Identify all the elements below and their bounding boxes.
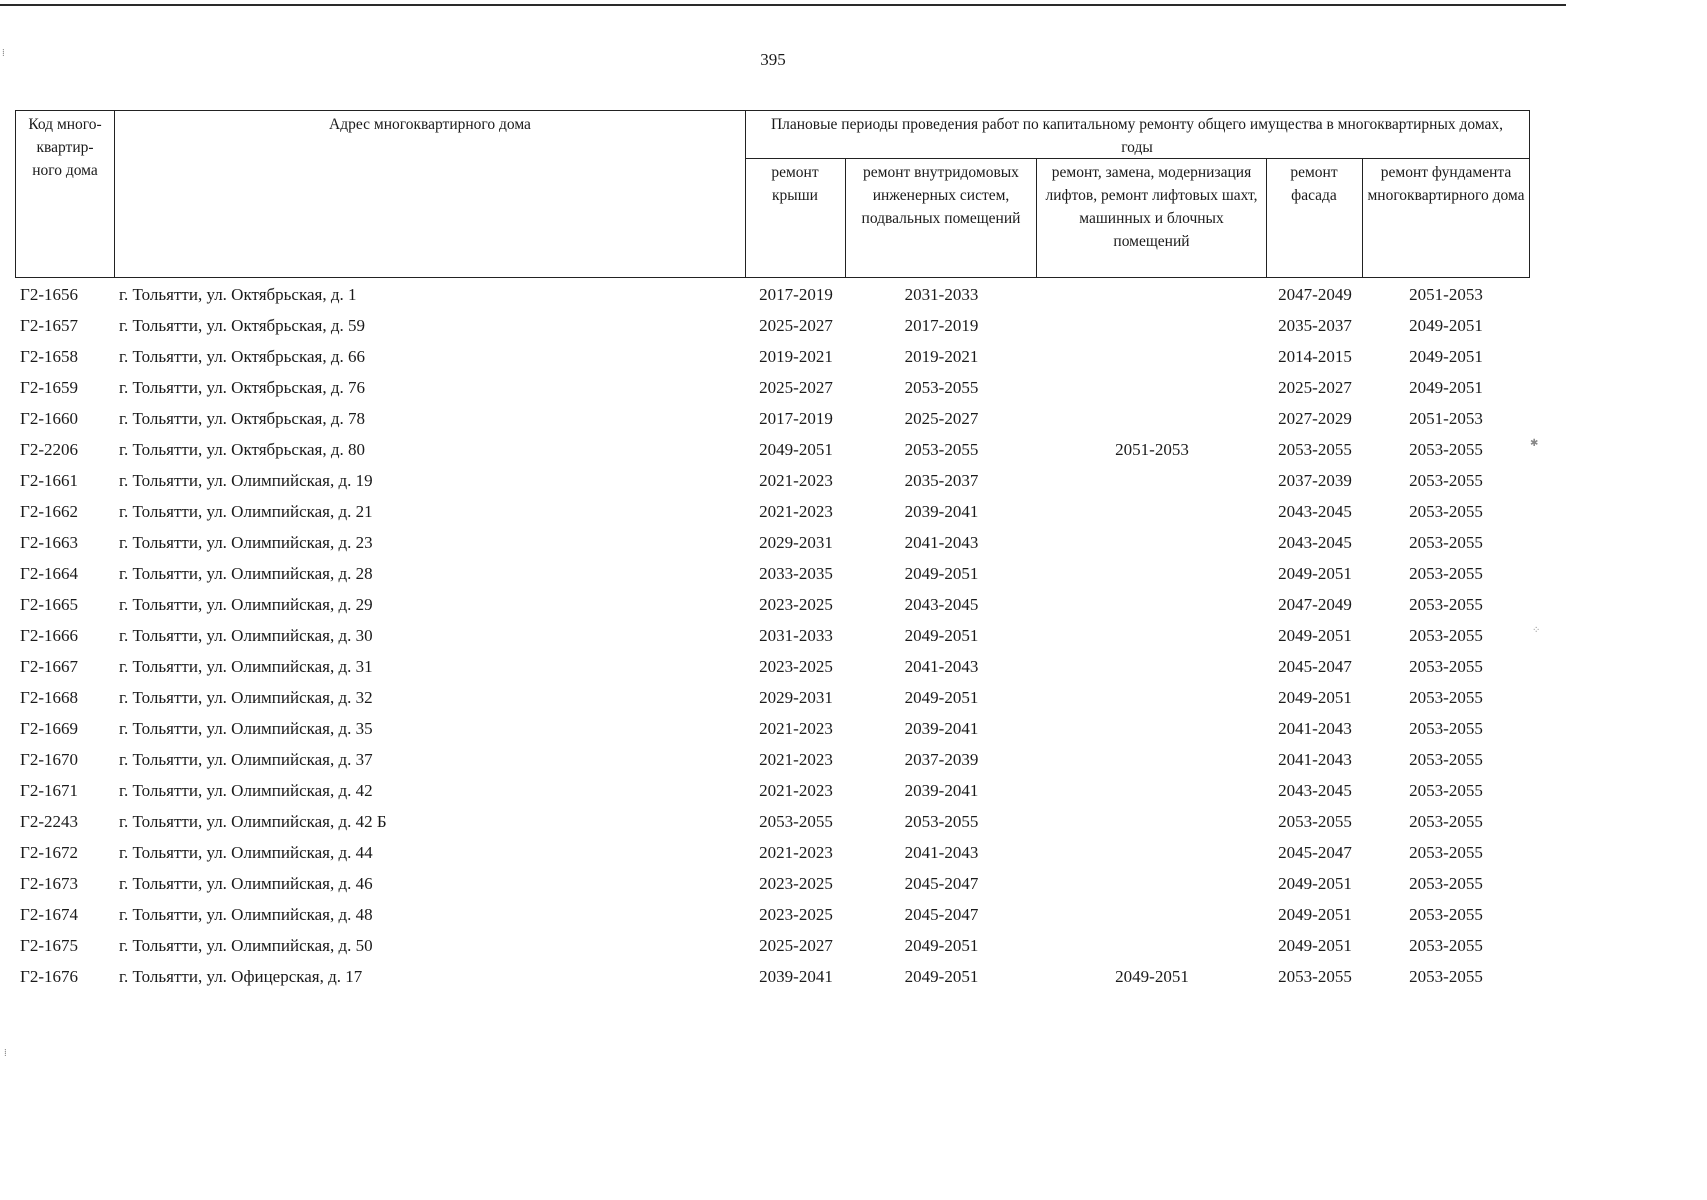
table-row	[15, 465, 1529, 496]
cell-lifts	[1037, 372, 1267, 403]
cell-address: г. Тольятти, ул. Октябрьская, д. 78	[119, 408, 365, 428]
cell-systems: 2049-2051	[904, 625, 979, 645]
cell-roof: 2017-2019	[759, 408, 833, 428]
cell-roof: 2021-2023	[759, 718, 833, 738]
cell-facade: 2041-2043	[1278, 718, 1352, 738]
cell-foundation: 2053-2055	[1409, 966, 1483, 986]
cell-roof: 2049-2051	[759, 439, 833, 459]
cell-address: г. Тольятти, ул. Олимпийская, д. 19	[119, 470, 373, 490]
cell-facade: 2053-2055	[1278, 966, 1352, 986]
cell-facade: 2025-2027	[1278, 377, 1352, 397]
cell-roof: 2023-2025	[759, 656, 833, 676]
cell-code: Г2-1664	[20, 563, 78, 583]
cell-address: г. Тольятти, ул. Олимпийская, д. 35	[119, 718, 373, 738]
cell-code: Г2-1657	[20, 315, 78, 335]
table-row	[15, 434, 1529, 465]
cell-code: Г2-1673	[20, 873, 78, 893]
cell-systems: 2041-2043	[904, 656, 979, 676]
cell-systems: 2049-2051	[904, 935, 979, 955]
header-divider	[745, 110, 746, 278]
table-row	[15, 930, 1529, 961]
table-row	[15, 589, 1529, 620]
cell-roof: 2029-2031	[759, 532, 833, 552]
cell-code: Г2-1663	[20, 532, 78, 552]
cell-foundation: 2053-2055	[1409, 935, 1483, 955]
cell-address: г. Тольятти, ул. Олимпийская, д. 32	[119, 687, 373, 707]
table-row	[15, 558, 1529, 589]
cell-foundation: 2053-2055	[1409, 873, 1483, 893]
cell-systems: 2037-2039	[904, 749, 979, 769]
cell-facade: 2047-2049	[1278, 284, 1352, 304]
header-facade: ремонт фасада	[1290, 164, 1338, 204]
cell-lifts	[1037, 806, 1267, 837]
cell-foundation: 2053-2055	[1409, 842, 1483, 862]
cell-systems: 2019-2021	[904, 346, 979, 366]
header-divider	[1362, 158, 1363, 278]
cell-lifts	[1037, 837, 1267, 868]
cell-address: г. Тольятти, ул. Октябрьская, д. 1	[119, 284, 357, 304]
cell-code: Г2-1671	[20, 780, 78, 800]
header-periods: Плановые периоды проведения работ по капитальному ремонту общего имущества в многоквартирных домах, годы	[770, 116, 1504, 156]
header-code: Код много- квартир- ного дома	[28, 116, 102, 179]
cell-roof: 2021-2023	[759, 842, 833, 862]
header-lifts: ремонт, замена, модернизация лифтов, ремонт лифтовых шахт, машинных и блочных помещений	[1045, 164, 1258, 250]
table-row	[15, 341, 1529, 372]
cell-systems: 2039-2041	[904, 501, 979, 521]
cell-lifts	[1037, 620, 1267, 651]
cell-lifts	[1037, 558, 1267, 589]
cell-facade: 2053-2055	[1278, 439, 1352, 459]
cell-foundation: 2053-2055	[1409, 470, 1483, 490]
cell-lifts	[1037, 403, 1267, 434]
cell-address: г. Тольятти, ул. Октябрьская, д. 59	[119, 315, 365, 335]
cell-foundation: 2049-2051	[1409, 377, 1483, 397]
cell-code: Г2-2206	[20, 439, 78, 459]
cell-foundation: 2051-2053	[1409, 408, 1483, 428]
cell-code: Г2-2243	[20, 811, 78, 831]
cell-code: Г2-1662	[20, 501, 78, 521]
scan-speck: ⁞	[2, 48, 5, 59]
cell-foundation: 2051-2053	[1409, 284, 1483, 304]
cell-roof: 2021-2023	[759, 470, 833, 490]
cell-lifts	[1037, 589, 1267, 620]
cell-address: г. Тольятти, ул. Олимпийская, д. 48	[119, 904, 373, 924]
cell-systems: 2041-2043	[904, 842, 979, 862]
cell-address: г. Тольятти, ул. Олимпийская, д. 31	[119, 656, 373, 676]
data-table	[15, 279, 1529, 992]
header-divider	[114, 110, 115, 278]
cell-lifts	[1037, 310, 1267, 341]
cell-systems: 2045-2047	[904, 904, 979, 924]
scan-speck: ⁞	[4, 1048, 7, 1059]
cell-lifts: 2049-2051	[1115, 966, 1189, 986]
cell-code: Г2-1670	[20, 749, 78, 769]
cell-systems: 2049-2051	[904, 966, 979, 986]
cell-lifts	[1037, 465, 1267, 496]
cell-systems: 2039-2041	[904, 718, 979, 738]
cell-foundation: 2053-2055	[1409, 749, 1483, 769]
cell-address: г. Тольятти, ул. Олимпийская, д. 23	[119, 532, 373, 552]
cell-facade: 2045-2047	[1278, 656, 1352, 676]
cell-code: Г2-1656	[20, 284, 78, 304]
table-row	[15, 868, 1529, 899]
cell-systems: 2031-2033	[904, 284, 979, 304]
cell-code: Г2-1669	[20, 718, 78, 738]
cell-code: Г2-1661	[20, 470, 78, 490]
table-row	[15, 682, 1529, 713]
table-row	[15, 775, 1529, 806]
cell-systems: 2049-2051	[904, 563, 979, 583]
cell-lifts	[1037, 868, 1267, 899]
header-roof: ремонт крыши	[771, 164, 819, 204]
cell-code: Г2-1674	[20, 904, 78, 924]
cell-code: Г2-1660	[20, 408, 78, 428]
cell-lifts	[1037, 775, 1267, 806]
cell-systems: 2049-2051	[904, 687, 979, 707]
cell-foundation: 2053-2055	[1409, 687, 1483, 707]
cell-facade: 2043-2045	[1278, 532, 1352, 552]
cell-facade: 2049-2051	[1278, 904, 1352, 924]
cell-roof: 2021-2023	[759, 780, 833, 800]
header-divider	[845, 158, 846, 278]
cell-facade: 2045-2047	[1278, 842, 1352, 862]
cell-lifts	[1037, 682, 1267, 713]
cell-systems: 2053-2055	[904, 811, 979, 831]
header-systems: ремонт внутридомовых инженерных систем, подвальных помещений	[861, 164, 1021, 227]
cell-roof: 2021-2023	[759, 501, 833, 521]
cell-lifts	[1037, 651, 1267, 682]
cell-code: Г2-1672	[20, 842, 78, 862]
cell-facade: 2035-2037	[1278, 315, 1352, 335]
cell-roof: 2025-2027	[759, 315, 833, 335]
cell-address: г. Тольятти, ул. Олимпийская, д. 30	[119, 625, 373, 645]
cell-address: г. Тольятти, ул. Олимпийская, д. 29	[119, 594, 373, 614]
cell-lifts	[1037, 713, 1267, 744]
cell-address: г. Тольятти, ул. Олимпийская, д. 50	[119, 935, 373, 955]
cell-foundation: 2053-2055	[1409, 532, 1483, 552]
cell-lifts	[1037, 279, 1267, 310]
cell-facade: 2053-2055	[1278, 811, 1352, 831]
table-row	[15, 527, 1529, 558]
top-rule	[0, 4, 1566, 6]
table-row	[15, 961, 1529, 992]
cell-foundation: 2053-2055	[1409, 625, 1483, 645]
cell-address: г. Тольятти, ул. Офицерская, д. 17	[119, 966, 363, 986]
cell-systems: 2053-2055	[904, 377, 979, 397]
cell-address: г. Тольятти, ул. Олимпийская, д. 44	[119, 842, 373, 862]
header-divider	[1036, 158, 1037, 278]
cell-code: Г2-1668	[20, 687, 78, 707]
cell-address: г. Тольятти, ул. Олимпийская, д. 37	[119, 749, 373, 769]
cell-roof: 2039-2041	[759, 966, 833, 986]
cell-roof: 2053-2055	[759, 811, 833, 831]
cell-roof: 2031-2033	[759, 625, 833, 645]
cell-roof: 2023-2025	[759, 873, 833, 893]
cell-systems: 2025-2027	[904, 408, 979, 428]
cell-facade: 2014-2015	[1278, 346, 1352, 366]
table-row	[15, 620, 1529, 651]
cell-foundation: 2053-2055	[1409, 439, 1483, 459]
header-foundation: ремонт фундамента многоквартирного дома	[1367, 164, 1525, 204]
header-address: Адрес многоквартирного дома	[329, 116, 531, 133]
cell-code: Г2-1658	[20, 346, 78, 366]
cell-address: г. Тольятти, ул. Олимпийская, д. 42 Б	[119, 811, 387, 831]
cell-address: г. Тольятти, ул. Олимпийская, д. 46	[119, 873, 373, 893]
cell-foundation: 2053-2055	[1409, 594, 1483, 614]
cell-roof: 2025-2027	[759, 377, 833, 397]
cell-address: г. Тольятти, ул. Октябрьская, д. 76	[119, 377, 365, 397]
cell-foundation: 2053-2055	[1409, 501, 1483, 521]
cell-foundation: 2049-2051	[1409, 315, 1483, 335]
cell-systems: 2045-2047	[904, 873, 979, 893]
cell-foundation: 2053-2055	[1409, 904, 1483, 924]
cell-roof: 2023-2025	[759, 594, 833, 614]
scan-speck: ✱	[1530, 438, 1539, 449]
cell-systems: 2039-2041	[904, 780, 979, 800]
cell-facade: 2037-2039	[1278, 470, 1352, 490]
table-row	[15, 310, 1529, 341]
cell-systems: 2035-2037	[904, 470, 979, 490]
cell-foundation: 2053-2055	[1409, 718, 1483, 738]
cell-code: Г2-1675	[20, 935, 78, 955]
cell-code: Г2-1666	[20, 625, 78, 645]
cell-roof: 2023-2025	[759, 904, 833, 924]
cell-foundation: 2049-2051	[1409, 346, 1483, 366]
cell-address: г. Тольятти, ул. Олимпийская, д. 42	[119, 780, 373, 800]
cell-lifts	[1037, 527, 1267, 558]
cell-code: Г2-1667	[20, 656, 78, 676]
table-row	[15, 403, 1529, 434]
table-row	[15, 372, 1529, 403]
table-row	[15, 279, 1529, 310]
cell-lifts	[1037, 341, 1267, 372]
cell-roof: 2021-2023	[759, 749, 833, 769]
cell-facade: 2049-2051	[1278, 873, 1352, 893]
cell-foundation: 2053-2055	[1409, 780, 1483, 800]
cell-address: г. Тольятти, ул. Олимпийская, д. 21	[119, 501, 373, 521]
cell-roof: 2033-2035	[759, 563, 833, 583]
cell-address: г. Тольятти, ул. Октябрьская, д. 80	[119, 439, 365, 459]
cell-address: г. Тольятти, ул. Октябрьская, д. 66	[119, 346, 365, 366]
cell-lifts	[1037, 899, 1267, 930]
page-number: 395	[760, 50, 786, 69]
cell-facade: 2049-2051	[1278, 625, 1352, 645]
scan-speck: ⁘	[1532, 625, 1541, 636]
cell-lifts: 2051-2053	[1115, 439, 1189, 459]
cell-facade: 2049-2051	[1278, 563, 1352, 583]
cell-lifts	[1037, 930, 1267, 961]
cell-systems: 2043-2045	[904, 594, 979, 614]
table-row	[15, 713, 1529, 744]
header-divider	[1266, 158, 1267, 278]
cell-lifts	[1037, 744, 1267, 775]
cell-code: Г2-1676	[20, 966, 78, 986]
cell-roof: 2017-2019	[759, 284, 833, 304]
cell-facade: 2049-2051	[1278, 687, 1352, 707]
cell-foundation: 2053-2055	[1409, 563, 1483, 583]
cell-systems: 2053-2055	[904, 439, 979, 459]
table-row	[15, 651, 1529, 682]
cell-systems: 2041-2043	[904, 532, 979, 552]
cell-facade: 2027-2029	[1278, 408, 1352, 428]
cell-code: Г2-1665	[20, 594, 78, 614]
table-row	[15, 496, 1529, 527]
table-row	[15, 744, 1529, 775]
cell-systems: 2017-2019	[904, 315, 979, 335]
table-row	[15, 806, 1529, 837]
cell-foundation: 2053-2055	[1409, 656, 1483, 676]
cell-address: г. Тольятти, ул. Олимпийская, д. 28	[119, 563, 373, 583]
cell-foundation: 2053-2055	[1409, 811, 1483, 831]
cell-roof: 2029-2031	[759, 687, 833, 707]
cell-facade: 2041-2043	[1278, 749, 1352, 769]
cell-roof: 2025-2027	[759, 935, 833, 955]
cell-code: Г2-1659	[20, 377, 78, 397]
cell-facade: 2047-2049	[1278, 594, 1352, 614]
cell-facade: 2049-2051	[1278, 935, 1352, 955]
table-row	[15, 837, 1529, 868]
cell-facade: 2043-2045	[1278, 780, 1352, 800]
cell-roof: 2019-2021	[759, 346, 833, 366]
table-row	[15, 899, 1529, 930]
cell-facade: 2043-2045	[1278, 501, 1352, 521]
cell-lifts	[1037, 496, 1267, 527]
